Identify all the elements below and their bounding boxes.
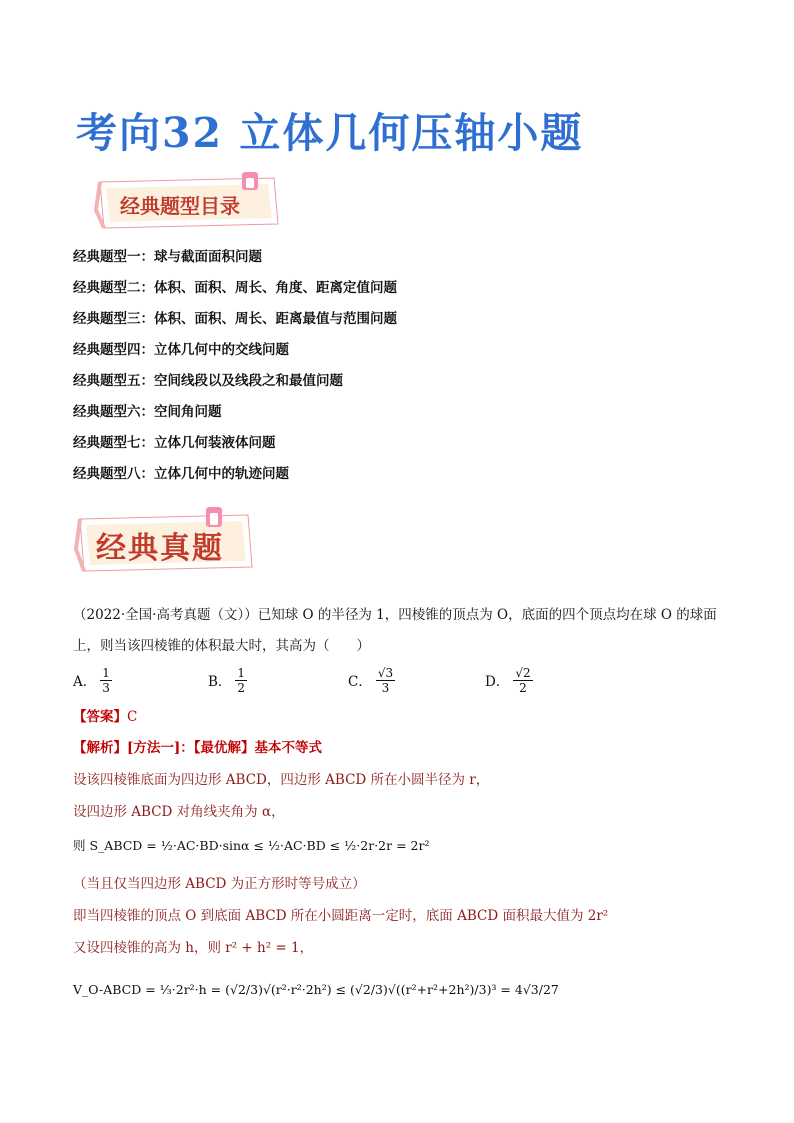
real-banner bbox=[72, 505, 257, 581]
denominator: 3 bbox=[102, 680, 110, 695]
solution-line: 设四边形 ABCD 对角线夹角为 α， bbox=[73, 804, 285, 820]
choice-a[interactable] bbox=[73, 658, 112, 702]
toc-item[interactable]: 经典题型一：球与截面面积问题 bbox=[73, 249, 262, 265]
toc-banner bbox=[92, 170, 282, 236]
choice-label: C． bbox=[348, 674, 372, 690]
toc-item[interactable]: 经典题型三：体积、面积、周长、距离最值与范围问题 bbox=[73, 311, 397, 327]
answer-value: C bbox=[127, 709, 138, 725]
denominator: 2 bbox=[237, 680, 246, 695]
choice-fraction bbox=[376, 666, 395, 695]
solution-heading: 【解析】[方法一]：【最优解】基本不等式 bbox=[73, 740, 323, 756]
question-line: （2022·全国·高考真题（文））已知球 O 的半径为 1，四棱锥的顶点为 O，底面的四个顶点均在球 O 的球面 bbox=[73, 607, 717, 623]
solution-formula: 则 S_ABCD = ½·AC·BD·sinα ≤ ½·AC·BD ≤ ½·2r·2r = 2r² bbox=[73, 838, 430, 853]
numerator: 1 bbox=[102, 665, 110, 680]
choice-fraction bbox=[513, 666, 532, 695]
toc-item[interactable]: 经典题型八：立体几何中的轨迹问题 bbox=[73, 466, 289, 482]
toc-item[interactable]: 经典题型四：立体几何中的交线问题 bbox=[73, 342, 289, 358]
question-line: 上，则当该四棱锥的体积最大时，其高为（ ） bbox=[73, 638, 370, 654]
solution-line: （当且仅当四边形 ABCD 为正方形时等号成立） bbox=[73, 876, 366, 892]
choice-d[interactable] bbox=[485, 658, 533, 702]
toc-item[interactable]: 经典题型二：体积、面积、周长、角度、距离定值问题 bbox=[73, 280, 397, 296]
choice-fraction bbox=[100, 666, 112, 695]
choice-c[interactable] bbox=[348, 658, 395, 702]
numerator: √3 bbox=[377, 665, 394, 680]
denominator: 3 bbox=[381, 680, 390, 695]
toc-banner-label: 经典题型目录 bbox=[120, 194, 240, 218]
choice-b[interactable] bbox=[208, 658, 247, 702]
toc-item[interactable]: 经典题型五：空间线段以及线段之和最值问题 bbox=[73, 373, 343, 389]
solution-line: 又设四棱锥的高为 h，则 r² + h² = 1， bbox=[73, 940, 314, 956]
choice-label: A． bbox=[73, 674, 97, 690]
solution-line: 设该四棱锥底面为四边形 ABCD，四边形 ABCD 所在小圆半径为 r， bbox=[73, 772, 490, 788]
numerator: √2 bbox=[515, 665, 531, 680]
answer-label: 【答案】 bbox=[73, 709, 127, 725]
choice-label: D． bbox=[485, 674, 510, 690]
toc-item[interactable]: 经典题型七：立体几何装液体问题 bbox=[73, 435, 276, 451]
choice-label: B． bbox=[208, 674, 232, 690]
denominator: 2 bbox=[519, 680, 527, 695]
solution-formula: V_O-ABCD = ⅓·2r²·h = (√2/3)√(r²·r²·2h²) ≤ (√2/3)√((r²+r²+2h²)/3)³ = 4√3/27 bbox=[73, 982, 559, 997]
toc-item[interactable]: 经典题型六：空间角问题 bbox=[73, 404, 222, 420]
real-banner-label: 经典真题 bbox=[96, 531, 224, 566]
choices bbox=[73, 658, 723, 702]
choice-fraction bbox=[235, 666, 247, 695]
page-title: 考向32 立体几何压轴小题 bbox=[76, 109, 584, 157]
numerator: 1 bbox=[237, 665, 246, 680]
question bbox=[73, 600, 728, 662]
answer bbox=[73, 705, 137, 725]
solution-line: 即当四棱锥的顶点 O 到底面 ABCD 所在小圆距离一定时，底面 ABCD 面积最大值为 2r² bbox=[73, 908, 609, 924]
toc-list bbox=[73, 247, 397, 495]
